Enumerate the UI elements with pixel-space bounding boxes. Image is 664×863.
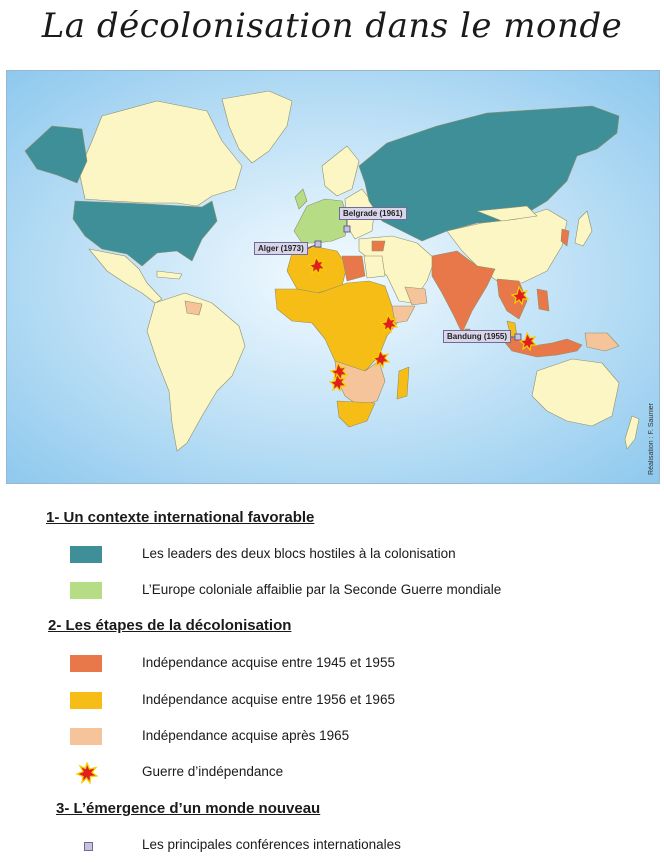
legend-label-1945-1955: Indépendance acquise entre 1945 et 1955: [142, 655, 395, 670]
legend-swatch-1945-1955: [70, 655, 102, 672]
legend-swatch-europe-weakened: [70, 582, 102, 599]
legend-section3-title: 3- L’émergence d’un monde nouveau: [56, 800, 321, 817]
legend-label-europe-weakened: L’Europe coloniale affaiblie par la Seconde Guerre mondiale: [142, 582, 502, 597]
legend-section1-title: 1- Un contexte international favorable: [46, 509, 315, 526]
legend-label-war: Guerre d’indépendance: [142, 764, 284, 779]
conference-bandung-icon: [515, 334, 521, 340]
legend-swatch-after-1965: [70, 728, 102, 745]
legend-label-1956-1965: Indépendance acquise entre 1956 et 1965: [142, 692, 395, 707]
legend-section2-title: 2- Les étapes de la décolonisation: [48, 617, 292, 634]
legend-item-1945-1955: [70, 653, 630, 675]
map-credit: Réalisation : F. Saunier: [648, 403, 655, 475]
world-map: [6, 70, 660, 484]
explosion-icon: [76, 762, 98, 784]
conference-label-bandung: Bandung (1955): [443, 330, 511, 343]
legend-swatch-1956-1965: [70, 692, 102, 709]
madagascar: [397, 367, 409, 399]
legend-swatch-bloc-leaders: [70, 546, 102, 563]
conference-label-alger: Alger (1973): [254, 242, 308, 255]
conference-alger-icon: [315, 241, 321, 247]
world-map-svg: [7, 71, 659, 483]
philippines: [537, 289, 549, 311]
conference-square-icon: [84, 842, 93, 851]
legend-item-war: [70, 762, 630, 784]
conference-label-belgrade: Belgrade (1961): [339, 207, 407, 220]
legend-item-bloc-leaders: [70, 544, 630, 566]
legend-label-conferences: Les principales conférences internationales: [142, 837, 401, 852]
legend-item-after-1965: [70, 726, 630, 748]
page-title: La décolonisation dans le monde: [41, 6, 623, 46]
legend-item-europe-weakened: [70, 580, 630, 602]
conference-belgrade-icon: [344, 226, 350, 232]
egypt: [364, 256, 385, 278]
legend-label-after-1965: Indépendance acquise après 1965: [142, 728, 350, 743]
legend-label-bloc-leaders: Les leaders des deux blocs hostiles à la colonisation: [142, 546, 456, 561]
legend-item-conferences: [70, 835, 630, 857]
levant: [372, 241, 385, 251]
legend-item-1956-1965: [70, 690, 630, 712]
